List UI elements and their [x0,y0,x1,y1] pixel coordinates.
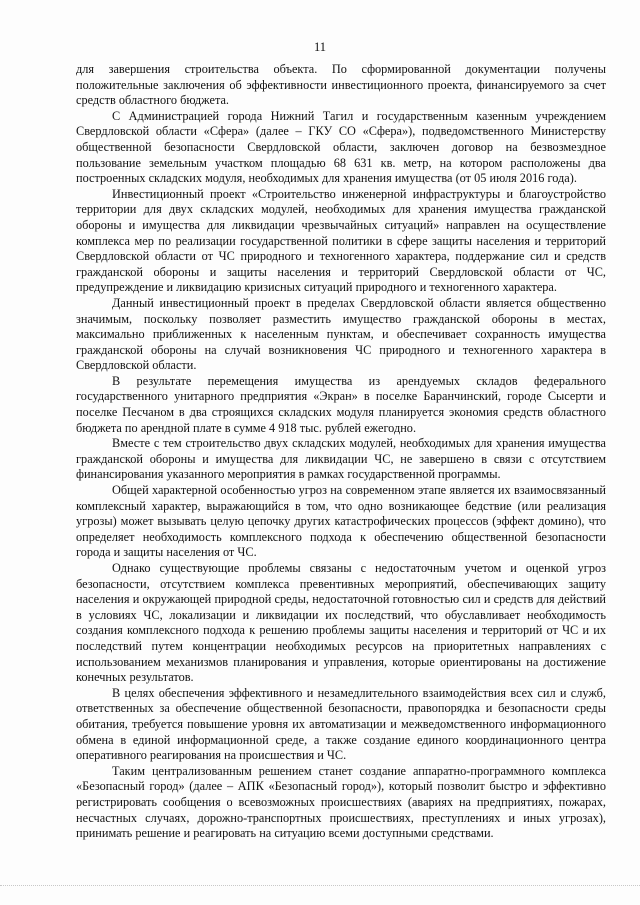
page-number: 11 [313,40,327,54]
paragraph-7: Общей характерной особенностью угроз на современном этапе является их взаимосвязанный комплексный характер, выражающийся в том, что одно возникающее бедствие (или реализация угрозы) может вызывать целую цепочку других катастрофических процессов (эффект домино), что определяет необходимость комплексного подхода к обеспечению общественной безопасности города и защиты населения от ЧС. [76,483,606,560]
paragraph-10: Таким централизованным решением станет создание аппаратно-программного комплекса «Безопасный город» (далее – АПК «Безопасный город»), который позволит быстро и эффективно регистрировать сообщения о всевозможных происшествиях (авариях на предприятиях, пожарах, несчастных случаях, дорожно-транспортных происшествиях, преступлениях и иных угрозах), принимать решение и реагировать на ситуацию всеми доступными средствами. [76,763,606,841]
scan-edge-line [0,885,640,887]
paragraph-3: Инвестиционный проект «Строительство инженерной инфраструктуры и благоустройство территории для двух складских модулей, необходимых для хранения имущества гражданской обороны и имущества для ликвидации чрезвычайных ситуаций» направлен на осуществление комплекса мер по реализации государственной политики в сфере защиты населения и территорий Свердловской области от ЧС природного и техногенного характера, поддержание сил и средств гражданской обороны и защиты населения и территорий Свердловской области от ЧС, предупреждение и ликвидацию кризисных ситуаций природного и техногенного характера. [76,186,606,295]
paragraph-5: В результате перемещения имущества из арендуемых складов федерального государственного унитарного предприятия «Экран» в поселке Баранчинский, городе Сысерти и поселке Песчаном в два строящихся складских модуля планируется экономия средств областного бюджета по арендной плате в сумме 4 918 тыс. рублей ежегодно. [76,373,606,435]
paragraph-1: для завершения строительства объекта. По сформированной документации получены положительные заключения об эффективности инвестиционного проекта, финансируемого за счет средств областного бюджета. [76,62,606,108]
document-body [76,62,606,842]
paragraph-4: Данный инвестиционный проект в пределах Свердловской области является общественно значимым, поскольку позволяет разместить имущество гражданской обороны в местах, максимально приближенных к населенным пунктам, и обеспечивает сохранность имущества гражданской обороны на случай возникновения ЧС природного и техногенного характера в Свердловской области. [76,295,606,373]
paragraph-6: Вместе с тем строительство двух складских модулей, необходимых для хранения имущества гражданской обороны и имущества для ликвидации ЧС, не завершено в связи с отсутствием финансирования указанного мероприятия в рамках государственной программы. [76,436,606,482]
paragraph-2: С Администрацией города Нижний Тагил и государственным казенным учреждением Свердловской области «Сфера» (далее – ГКУ СО «Сфера»), подведомственного Министерству общественной безопасности Свердловской области, заключен договор на безвозмездное пользование земельным участком площадью 68 631 кв. метр, на котором расположены два построенных складских модуля, необходимых для хранения имущества (от 05 июля 2016 года). [76,108,606,186]
paragraph-8: Однако существующие проблемы связаны с недостаточным учетом и оценкой угроз безопасности, отсутствием комплекса превентивных мероприятий, обеспечивающих защиту населения и окружающей природной среды, недостаточной готовностью сил и средств для действий в условиях ЧС, локализации и ликвидации их последствий, что обуславливает необходимость создания комплексного подхода к решению проблемы защиты населения и территорий от ЧС и их последствий путем концентрации необходимых ресурсов на приоритетных направлениях с использованием механизмов планирования и управления, которые ориентированы на достижение конечных результатов. [76,561,606,685]
paragraph-9: В целях обеспечения эффективного и незамедлительного взаимодействия всех сил и служб, ответственных за обеспечение общественной безопасности, правопорядка и безопасности среды обитания, требуется повышение уровня их автоматизации и межведомственного информационного обмена в единой информационной среде, а также создание единого координационного центра оперативного реагирования на происшествия и ЧС. [76,685,606,763]
